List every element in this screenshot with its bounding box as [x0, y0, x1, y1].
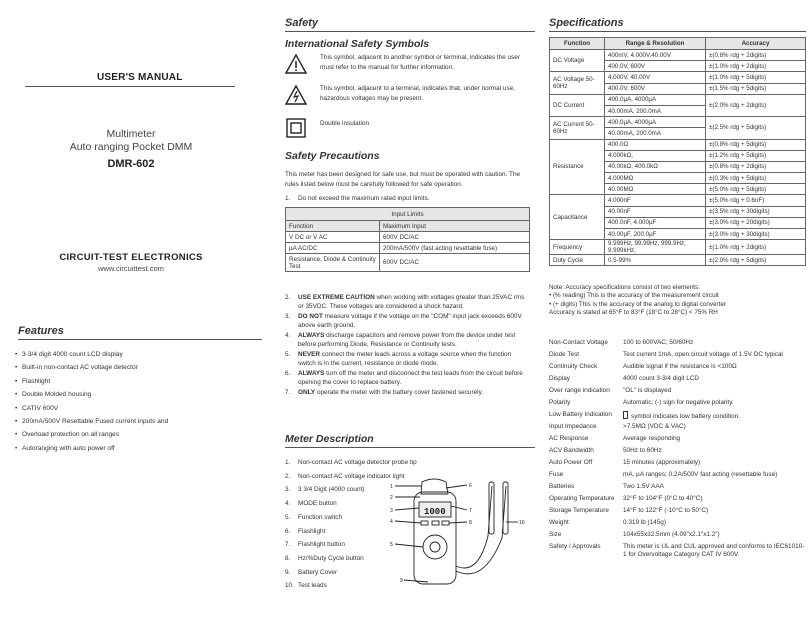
item-emphasis: USE EXTREME CAUTION — [298, 294, 375, 301]
item-text: 3 3/4 Digit (4000 count) — [298, 486, 365, 494]
spec-row — [549, 409, 806, 421]
table-row — [286, 232, 530, 243]
item-number: 8. — [285, 554, 291, 562]
table-row — [550, 139, 806, 150]
spec-range: 4.000V, 40.00V — [605, 72, 706, 83]
precaution-item — [285, 293, 530, 312]
spec-value — [623, 423, 806, 433]
callout-label: 5 — [390, 542, 393, 548]
item-rest: when working with voltages greater than 25VAC rms or 35VDC. These voltages are considered a shock hazard. — [298, 294, 525, 311]
spec-range: 400.0Ω — [605, 139, 706, 150]
spec-col-header: Accuracy — [706, 38, 806, 50]
table-row — [550, 94, 806, 105]
precaution-item — [285, 331, 530, 350]
note-line: Note: Accuracy specifications consist of two elements: — [549, 284, 700, 291]
table-row — [550, 240, 806, 255]
spec-label: ACV Bandwidth — [549, 447, 594, 454]
callout-label: 2 — [390, 495, 393, 501]
spec-value — [623, 543, 806, 559]
symbol-text: This symbol, adjacent to a terminal, indicates that, under normal use, hazardous voltages may be present. — [320, 85, 516, 102]
item-text — [298, 312, 530, 331]
item-rest: measure voltage if the voltage on the "COM" input jack exceeds 600V above earth ground. — [298, 313, 522, 330]
precaution-item — [285, 350, 530, 369]
input-limits-table — [285, 207, 530, 272]
title-divider-top — [25, 86, 235, 87]
features-rule — [18, 339, 262, 340]
table-row — [550, 117, 806, 128]
spec-label: Auto Power Off — [549, 459, 593, 466]
spec-value-text: 32°F to 104°F (0°C to 40°C) — [623, 495, 703, 502]
feature-item: • 3-3/4 digit 4000 count LCD display — [22, 348, 168, 361]
spec-value — [623, 339, 806, 349]
meter-description-rule — [285, 447, 535, 448]
product-name-line1: Multimeter — [106, 128, 156, 140]
input-limits-caption: Input Limits — [286, 208, 530, 221]
spec-accuracy: ±(2.0% rdg + 2digits) — [706, 94, 806, 116]
spec-accuracy: ±(1.0% rdg + 2digits) — [706, 61, 806, 72]
spec-col-header: Function — [550, 38, 605, 50]
item-emphasis: NEVER — [298, 351, 321, 358]
spec-row — [549, 349, 806, 361]
spec-range: 40.00µF, 200.0µF — [605, 229, 706, 240]
item-text — [298, 350, 530, 369]
item-number: 4. — [285, 500, 291, 508]
feature-item: • Flashlight — [22, 375, 168, 388]
spec-value — [623, 435, 806, 445]
test-lead-black — [456, 486, 506, 574]
callout-label: 10 — [519, 520, 525, 526]
feature-item: • Overload protection on all ranges — [22, 428, 168, 441]
spec-function: AC Voltage 50-60Hz — [550, 72, 605, 94]
item-number: 2. — [285, 294, 291, 301]
item-number: 7. — [285, 389, 291, 396]
spec-value-text: 4000 count 3-3/4 digit LCD — [623, 375, 700, 382]
limits-col-header: Function — [286, 221, 380, 232]
spec-range: 400mV, 4.000V,40.00V — [605, 50, 706, 61]
function-dial — [423, 535, 447, 559]
spec-accuracy: ±(1.0% rdg + 2digits) — [706, 240, 806, 255]
spec-value-text: 0.319 lb (145g) — [623, 519, 666, 526]
spec-value-text: Two 1.5V AAA — [623, 483, 664, 490]
spec-function: DC Voltage — [550, 50, 605, 72]
spec-value-text: Test current 1mA, open circuit voltage of 1.5V DC typical — [623, 351, 783, 358]
spec-value — [623, 531, 806, 541]
precaution-item — [285, 312, 530, 331]
item-text — [298, 369, 530, 388]
features-list — [22, 348, 168, 455]
table-row — [286, 254, 530, 272]
feature-item: • Built-in non-contact AC voltage detector — [22, 361, 168, 374]
table-row — [550, 255, 806, 266]
spec-accuracy: ±(2.0% rdg + 5digits) — [706, 255, 806, 266]
table-row — [550, 72, 806, 83]
spec-label: Display — [549, 375, 570, 382]
spec-label: Fuse — [549, 471, 564, 478]
product-name-line2: Auto ranging Pocket DMM — [69, 141, 193, 153]
item-number: 5. — [285, 513, 291, 521]
spec-function: Duty Cycle — [550, 255, 605, 266]
spec-range: 400.0µA, 4000µA — [605, 117, 706, 128]
table-cell: Resistance, Diode & Continuity Test — [286, 254, 380, 272]
test-lead-red — [456, 486, 492, 568]
spec-value-text: 50Hz to 60Hz — [623, 447, 662, 454]
spec-value-text: This meter is UL and CUL approved and conforms to IEC61010-1 for Overvoltage Category CAT IV 600V. — [623, 543, 805, 558]
specifications-heading: Specifications — [549, 17, 624, 29]
spec-value-text: 104x55x32.5mm (4.09"x2.1"x1.2") — [623, 531, 720, 538]
spec-row — [549, 361, 806, 373]
spec-function: Capacitance — [550, 195, 605, 240]
item-rest: connect the meter leads across a voltage source when the function switch is in the current, resistance or diode mode. — [298, 351, 512, 368]
spec-accuracy: ±(0.8% rdg + 2digits) — [706, 50, 806, 61]
table-row — [286, 243, 530, 254]
spec-label: Storage Temperature — [549, 507, 609, 514]
spec-label: Weight — [549, 519, 569, 526]
model-number: DMR-602 — [107, 158, 155, 170]
spec-range: 4.000nF — [605, 195, 706, 206]
spec-row — [549, 517, 806, 529]
item-number: 6. — [285, 527, 291, 535]
spec-function: DC Current — [550, 94, 605, 116]
spec-value-text: 100 to 600VAC; 50/60Hz — [623, 339, 694, 346]
high-voltage-icon — [285, 84, 307, 106]
spec-accuracy: ±(0.3% rdg + 5digits) — [706, 173, 806, 184]
callout-label: 6 — [469, 483, 472, 489]
spec-row — [549, 541, 806, 559]
table-cell: V DC or V AC — [286, 232, 380, 243]
multimeter-illustration — [388, 476, 533, 596]
spec-col-header: Range & Resolution — [605, 38, 706, 50]
callout-label: 8 — [469, 520, 472, 526]
spec-label: Non-Contact Voltage — [549, 339, 608, 346]
item-rest: discharge capacitors and remove power from the device under test before performing Diode, Resistance or Continuity tests. — [298, 332, 516, 349]
item-text: Non-contact AC voltage indicator light — [298, 472, 405, 480]
lcd-reading: 1000 — [424, 507, 446, 517]
item-number: 10. — [285, 582, 294, 590]
spec-accuracy: ±(1.5% rdg + 5digits) — [706, 83, 806, 94]
spec-accuracy: ±(3.0% rdg + 20digits) — [706, 217, 806, 228]
general-specifications — [549, 337, 806, 559]
spec-value — [623, 447, 806, 457]
specifications-table — [549, 37, 806, 266]
features-heading: Features — [18, 325, 64, 337]
callout-label: 9 — [400, 578, 403, 584]
spec-row — [549, 337, 806, 349]
spec-accuracy: ±(0.8% rdg + 5digits) — [706, 139, 806, 150]
spec-value-text: Audible signal if the resistance is <100Ω — [623, 363, 737, 370]
spec-range: 4.000MΩ — [605, 173, 706, 184]
spec-value-text: 14°F to 122°F (-10°C to 50°C) — [623, 507, 709, 514]
accuracy-note — [549, 284, 806, 318]
precautions-heading: Safety Precautions — [285, 150, 380, 162]
spec-range: 4.000kΩ, — [605, 150, 706, 161]
item-text: Function switch — [298, 513, 343, 521]
spec-row — [549, 457, 806, 469]
item-number: 4. — [285, 332, 291, 339]
spec-accuracy: ±(5.0% rdg + 5digits) — [706, 184, 806, 195]
specifications-rule — [549, 31, 806, 32]
table-cell: 200mA/500V (fast acting resettable fuse) — [380, 243, 530, 254]
item-number: 9. — [285, 568, 291, 576]
spec-range: 40.00kΩ, 400.0kΩ — [605, 161, 706, 172]
feature-item: • Double Molded housing — [22, 388, 168, 401]
item-number: 3. — [285, 486, 291, 494]
table-cell: 600V DC/AC — [380, 232, 530, 243]
spec-accuracy: ±(1.0% rdg + 5digits) — [706, 72, 806, 83]
spec-function: Frequency — [550, 240, 605, 255]
spec-value-text: Automatic; (-) sign for negative polarity. — [623, 399, 734, 406]
item-text: Non-contact AC voltage detector probe tip — [298, 459, 417, 466]
spec-label: Batteries — [549, 483, 575, 490]
spec-value-text: mA, µA ranges; 0.2A/500V fast acting (resettable fuse) — [623, 471, 778, 478]
meter-part-item — [285, 456, 417, 470]
item-emphasis: ALWAYS — [298, 370, 325, 377]
intl-symbols-heading: International Safety Symbols — [285, 38, 430, 50]
double-insulation-icon — [285, 117, 307, 139]
spec-range: 40.00MΩ — [605, 184, 706, 195]
meter-description-heading: Meter Description — [285, 433, 374, 445]
item-text: Battery Cover — [298, 568, 338, 576]
spec-range: 400.0nF, 4.000µF — [605, 217, 706, 228]
spec-accuracy: ±(3.5% rdg + 30digits) — [706, 206, 806, 217]
spec-range: 9.999Hz, 99.99Hz, 999.9Hz, 9.999kHz, — [605, 240, 706, 255]
spec-value — [623, 495, 806, 505]
battery-icon — [623, 411, 628, 419]
feature-item: • 200mA/500V Resettable Fused current inputs and — [22, 415, 168, 428]
spec-value — [623, 459, 806, 469]
item-text — [298, 331, 530, 350]
spec-value — [623, 375, 806, 385]
spec-range: 0.5-99% — [605, 255, 706, 266]
spec-value — [623, 471, 806, 481]
spec-label: Operating Temperature — [549, 495, 615, 502]
spec-range: 400.0V, 600V — [605, 61, 706, 72]
item-text: Test leads — [298, 582, 327, 590]
item-text — [298, 293, 530, 312]
spec-row — [549, 529, 806, 541]
spec-value — [623, 363, 806, 373]
spec-value — [623, 519, 806, 529]
item-text — [298, 388, 530, 397]
spec-label: Continuity Check — [549, 363, 598, 370]
spec-value — [623, 399, 806, 409]
spec-accuracy: ±(1.2% rdg + 5digits) — [706, 150, 806, 161]
website: www.circuittest.com — [98, 264, 164, 273]
spec-row — [549, 445, 806, 457]
spec-value — [623, 483, 806, 493]
item-rest: turn off the meter and disconnect the test leads from the circuit before opening the cover to replace battery. — [298, 370, 523, 387]
spec-row — [549, 385, 806, 397]
limits-col-header: Maximum Input — [380, 221, 530, 232]
item-number: 3. — [285, 313, 291, 320]
item-number: 7. — [285, 541, 291, 549]
callout-label: 1 — [390, 484, 393, 490]
spec-range: 40.00mA, 200.0mA — [605, 105, 706, 116]
spec-value-text: 15 minutes (approximately) — [623, 459, 701, 466]
spec-label: Safety / Approvals — [549, 543, 601, 550]
spec-accuracy: ±(3.0% rdg + 30digits) — [706, 229, 806, 240]
spec-accuracy: ±(2.5% rdg + 5digits) — [706, 117, 806, 139]
spec-row — [549, 433, 806, 445]
item-number: 5. — [285, 351, 291, 358]
spec-range: 40.00nF — [605, 206, 706, 217]
safety-heading: Safety — [285, 17, 319, 29]
item-number: 2. — [285, 472, 291, 480]
spec-label: Over range indication — [549, 387, 610, 394]
note-line: Accuracy is stated at 65°F to 83°F (18°C to 28°C) < 75% RH — [549, 309, 718, 317]
spec-accuracy: ±(0.8% rdg + 2digits) — [706, 161, 806, 172]
table-row — [550, 195, 806, 206]
spec-row — [549, 421, 806, 433]
precautions-intro: This meter has been designed for safe use, but must be operated with caution. The rules listed below must be carefully followed for safe operation. — [285, 171, 521, 188]
spec-label: Diode Test — [549, 351, 580, 358]
spec-value — [623, 351, 806, 361]
feature-item: • CATIV 600V — [22, 402, 168, 415]
spec-value-text: "OL" is displayed — [623, 387, 672, 394]
manual-title: USER'S MANUAL — [97, 72, 183, 83]
spec-value — [623, 411, 806, 421]
note-line: • (% reading) This is the accuracy of the measurement circuit — [549, 292, 719, 300]
item-text: Flashlight — [298, 527, 326, 535]
spec-row — [549, 505, 806, 517]
item-text: Hz/%Duty Cycle button — [298, 554, 364, 562]
item-text: MODE button — [298, 500, 337, 508]
warning-triangle-icon — [285, 53, 307, 75]
item-rest: operate the meter with the battery cover fastened securely. — [315, 389, 484, 396]
right-column — [540, 0, 808, 623]
spec-range: 40.00mA, 200.0mA — [605, 128, 706, 139]
spec-value-text: symbol indicates low battery condition. — [631, 413, 741, 420]
spec-row — [549, 397, 806, 409]
spec-label: Polarity — [549, 399, 571, 406]
spec-value — [623, 507, 806, 517]
precaution-item — [285, 388, 530, 397]
spec-range: 400.0V, 600V — [605, 83, 706, 94]
safety-rule — [285, 31, 535, 32]
table-row — [550, 50, 806, 61]
item-emphasis: DO NOT — [298, 313, 323, 320]
item-emphasis: ALWAYS — [298, 332, 325, 339]
spec-row — [549, 493, 806, 505]
precaution-item — [285, 369, 530, 388]
symbol-text: Double insulation — [320, 120, 370, 127]
spec-value-text: Average responding — [623, 435, 681, 442]
spec-row — [549, 481, 806, 493]
spec-function: AC Current 50-60Hz — [550, 117, 605, 139]
spec-label: AC Response — [549, 435, 589, 442]
precaution-item-1: 1. Do not exceed the maximum rated input limits. — [285, 195, 430, 202]
middle-column — [268, 0, 536, 623]
spec-range: 400.0µA, 4000µA — [605, 94, 706, 105]
callout-label: 3 — [390, 508, 393, 514]
spec-row — [549, 469, 806, 481]
spec-value — [623, 387, 806, 397]
spec-label: Input Impedance — [549, 423, 597, 430]
item-number: 1. — [285, 459, 291, 466]
left-column — [0, 0, 262, 623]
spec-value-text: >7.5MΩ (VDC & VAC) — [623, 423, 686, 430]
spec-row — [549, 373, 806, 385]
brand-name: CIRCUIT-TEST ELECTRONICS — [59, 252, 203, 263]
symbol-text: This symbol, adjacent to another symbol or terminal, indicates the user must refer to the manual for further information. — [320, 54, 520, 71]
table-cell: 600V DC/AC — [380, 254, 530, 272]
table-cell: µA AC/DC — [286, 243, 380, 254]
callout-label: 4 — [390, 519, 393, 525]
spec-accuracy: ±(5.0% rdg + 0.6nF) — [706, 195, 806, 206]
item-number: 6. — [285, 370, 291, 377]
spec-label: Size — [549, 531, 562, 538]
feature-item: • Autoranging with auto power off — [22, 442, 168, 455]
item-emphasis: ONLY — [298, 389, 316, 396]
spec-label: Low Battery Indication — [549, 411, 612, 418]
item-text: Flashlight button — [298, 541, 345, 549]
callout-label: 7 — [469, 508, 472, 514]
spec-function: Resistance — [550, 139, 605, 195]
note-line: • (+ digits) This is the accuracy of the analog to digital converter — [549, 300, 726, 308]
